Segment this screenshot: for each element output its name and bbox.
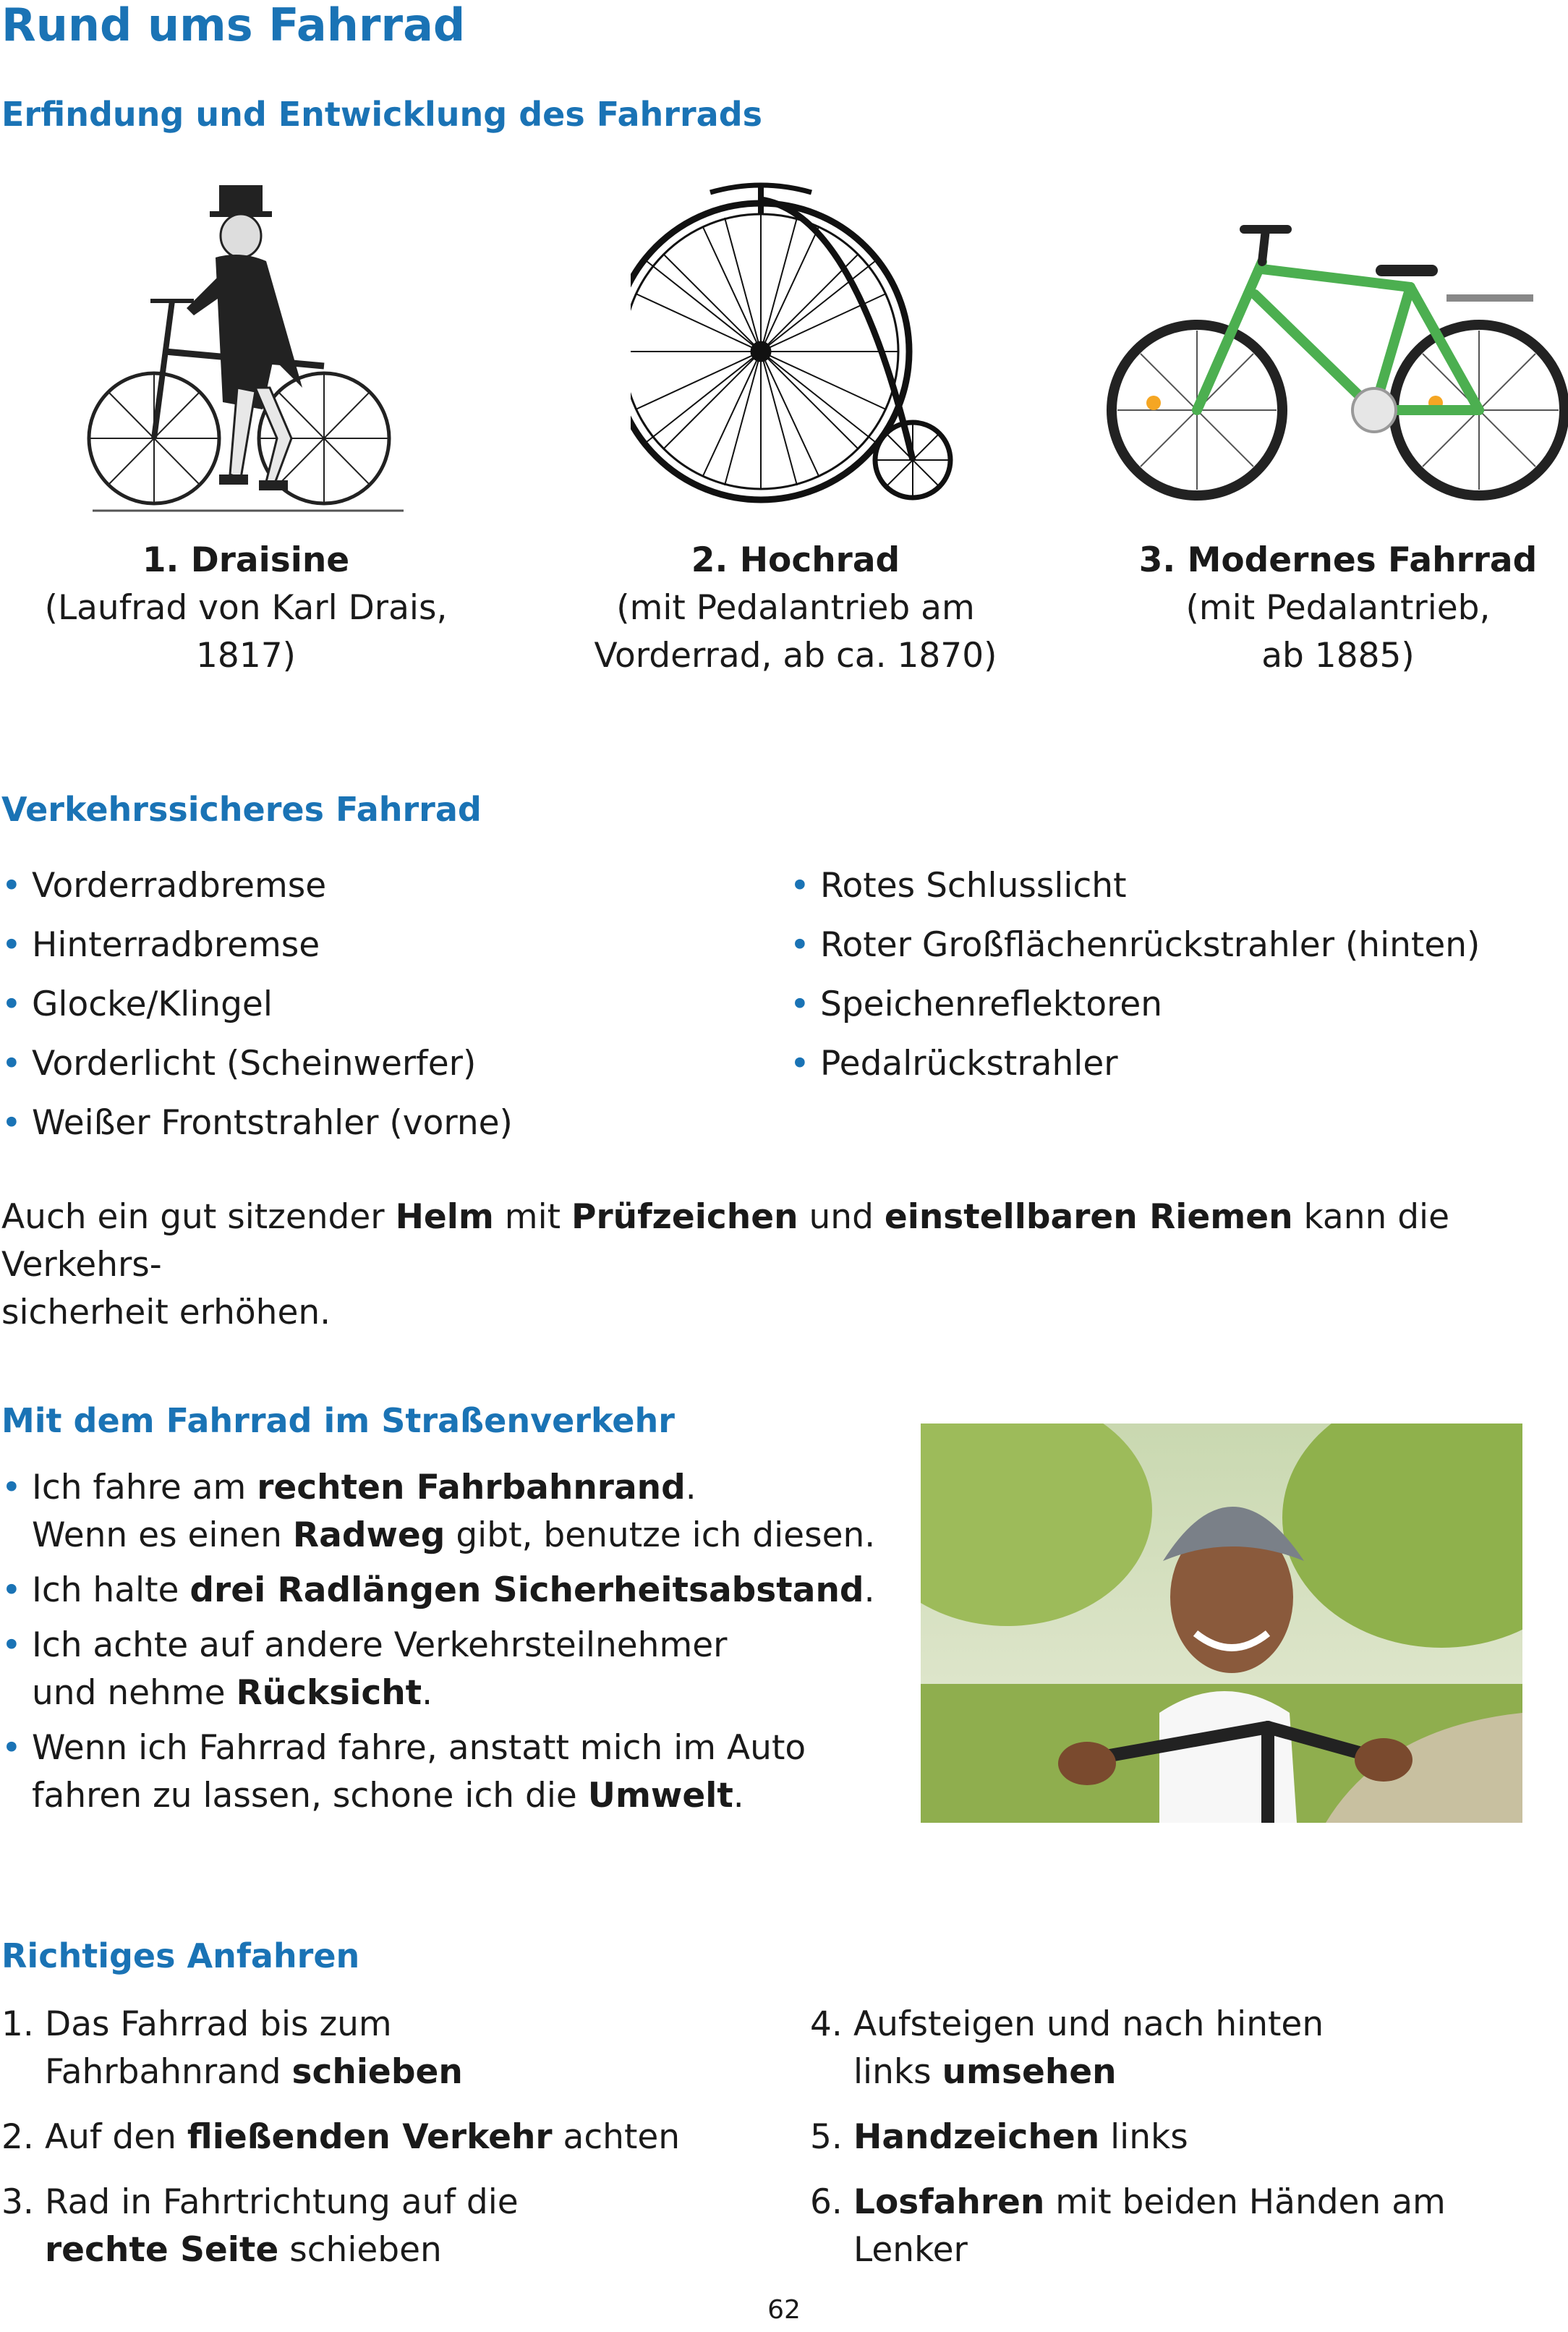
safe-bike-list-left [1, 862, 768, 1159]
list-item: • Speichenreflektoren [790, 981, 1564, 1029]
item-text: . [733, 1776, 744, 1816]
step-text: schieben [278, 2230, 442, 2270]
step-number: 6. [810, 2182, 843, 2222]
item-bold: Rücksicht [236, 1673, 422, 1713]
draisine-illustration [85, 171, 411, 532]
step-bold: Handzeichen [853, 2117, 1100, 2157]
list-item [1, 1724, 898, 1820]
item-bold: Umwelt [587, 1776, 733, 1816]
step-number: 1. [1, 2004, 34, 2044]
step-item [1, 2114, 768, 2161]
step-item [810, 2001, 1566, 2096]
list-item: • Roter Großflächenrückstrahler (hinten) [790, 922, 1564, 969]
caption-3-line1: (mit Pedalantrieb, [1185, 588, 1491, 628]
step-text: links [853, 2052, 942, 2092]
step-number: 4. [810, 2004, 843, 2044]
item-bold: drei Radlängen Sicherheitsabstand [189, 1570, 864, 1610]
page-title: Rund ums Fahrrad [1, 0, 466, 51]
item-text: Wenn ich Fahrrad fahre, anstatt mich im Auto [32, 1728, 806, 1768]
step-bold: fließenden Verkehr [187, 2117, 553, 2157]
list-item: • Pedalrückstrahler [790, 1040, 1564, 1088]
note-text: kann die Verkehrs- [1, 1197, 1450, 1285]
note-bold-helm: Helm [395, 1197, 494, 1237]
caption-1-line1: (Laufrad von Karl Drais, [44, 588, 448, 628]
step-number: 3. [1, 2182, 34, 2222]
step-text: mit beiden Händen am Lenker [853, 2182, 1446, 2270]
step-text: links [1099, 2117, 1188, 2157]
list-item: • Weißer Frontstrahler (vorne) [1, 1099, 768, 1147]
caption-2-name: 2. Hochrad [691, 540, 900, 580]
caption-3-name: 3. Modernes Fahrrad [1138, 540, 1538, 580]
item-bold: rechten Fahrbahnrand [257, 1468, 686, 1507]
step-text: achten [552, 2117, 681, 2157]
item-bold: Radweg [292, 1515, 446, 1555]
child-on-bike-photo [921, 1424, 1522, 1823]
step-number: 5. [810, 2117, 843, 2157]
start-steps-right [810, 2001, 1566, 2291]
step-text: Rad in Fahrtrichtung auf die [45, 2182, 519, 2222]
modern-bike-illustration [1107, 218, 1568, 522]
caption-1-line2: 1817) [196, 636, 296, 676]
section-heading-traffic: Mit dem Fahrrad im Straßenverkehr [1, 1401, 675, 1440]
item-text: Ich achte auf andere Verkehrsteilnehmer [32, 1625, 728, 1665]
step-text: Das Fahrrad bis zum [45, 2004, 392, 2044]
item-text: . [422, 1673, 433, 1713]
note-text: sicherheit erhöhen. [1, 1293, 331, 1332]
list-item: • Vorderradbremse [1, 862, 768, 910]
caption-2-line2: Vorderrad, ab ca. 1870) [594, 636, 997, 676]
step-text: Fahrbahnrand [45, 2052, 292, 2092]
list-item [1, 1567, 898, 1614]
step-bold: Losfahren [853, 2182, 1045, 2222]
step-text: Auf den [45, 2117, 187, 2157]
step-item [810, 2114, 1566, 2161]
step-text: Aufsteigen und nach hinten [853, 2004, 1324, 2044]
note-bold-riemen: einstellbaren Riemen [884, 1197, 1293, 1237]
item-text: Ich fahre am [32, 1468, 257, 1507]
item-text: Ich halte [32, 1570, 190, 1610]
section-heading-safe-bike: Verkehrssicheres Fahrrad [1, 790, 482, 829]
item-text: . [864, 1570, 875, 1610]
step-item [1, 2001, 768, 2096]
history-caption-2 [557, 537, 1034, 680]
item-text: fahren zu lassen, schone ich die [32, 1776, 588, 1816]
note-text: mit [493, 1197, 572, 1237]
start-steps-left [1, 2001, 768, 2291]
item-text: Wenn es einen [32, 1515, 293, 1555]
item-text: . [685, 1468, 696, 1507]
note-text: und [798, 1197, 885, 1237]
history-caption-1 [22, 537, 470, 680]
note-text: Auch ein gut sitzender [1, 1197, 396, 1237]
hochrad-illustration [631, 171, 956, 525]
list-item [1, 1622, 898, 1717]
step-bold: rechte Seite [45, 2230, 279, 2270]
note-bold-pruefzeichen: Prüfzeichen [571, 1197, 798, 1237]
list-item: • Hinterradbremse [1, 922, 768, 969]
step-item [1, 2179, 768, 2274]
caption-2-line1: (mit Pedalantrieb am [616, 588, 975, 628]
step-bold: schieben [291, 2052, 463, 2092]
safe-bike-list-right [790, 862, 1564, 1099]
list-item: • Glocke/Klingel [1, 981, 768, 1029]
item-text: gibt, benutze ich diesen. [445, 1515, 876, 1555]
step-number: 2. [1, 2117, 34, 2157]
section-heading-start: Richtiges Anfahren [1, 1936, 360, 1975]
list-item [1, 1464, 898, 1559]
item-text: und nehme [32, 1673, 237, 1713]
caption-3-line2: ab 1885) [1261, 636, 1415, 676]
list-item: • Rotes Schlusslicht [790, 862, 1564, 910]
step-item [810, 2179, 1566, 2274]
history-caption-3 [1107, 537, 1568, 680]
caption-1-name: 1. Draisine [142, 540, 350, 580]
section-heading-history: Erfindung und Entwicklung des Fahrrads [1, 95, 763, 134]
traffic-list [1, 1464, 898, 1827]
step-bold: umsehen [942, 2052, 1117, 2092]
list-item: • Vorderlicht (Scheinwerfer) [1, 1040, 768, 1088]
helmet-note [1, 1193, 1564, 1337]
page-number: 62 [767, 2295, 801, 2325]
